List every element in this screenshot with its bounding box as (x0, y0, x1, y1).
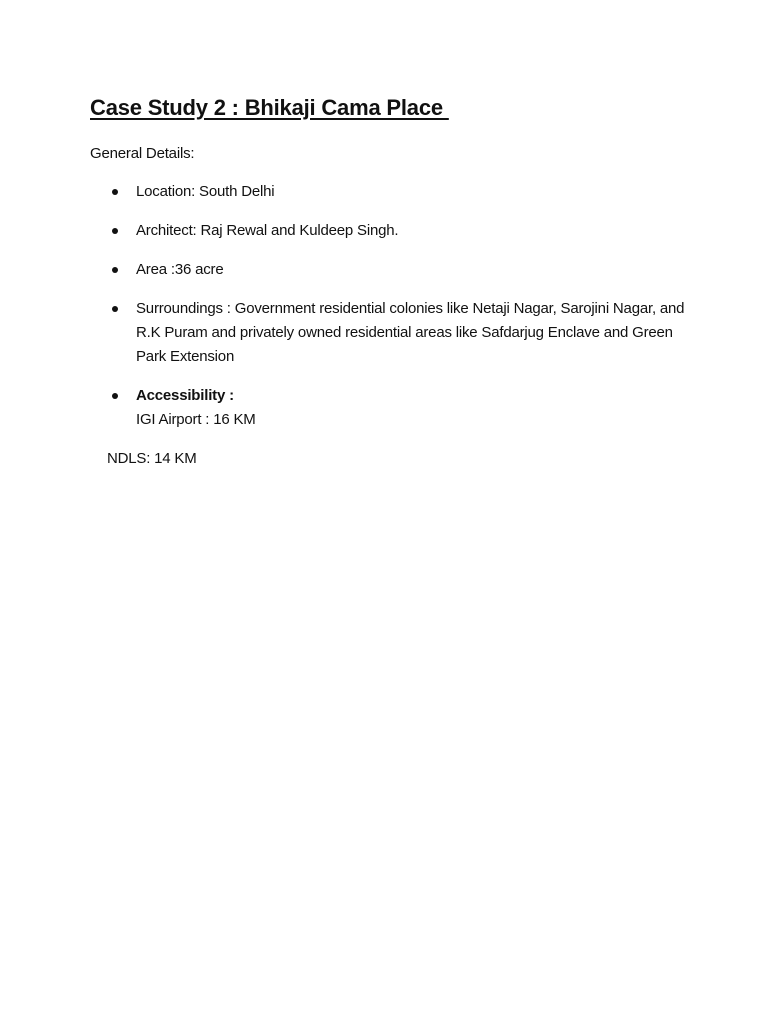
section-label: General Details: (90, 145, 195, 162)
item-value: 36 acre (174, 261, 224, 278)
item-value: IGI Airport : 16 KM (136, 411, 256, 428)
item-label: Accessibility : (136, 387, 234, 404)
item-value: Government residential colonies like Netaji Nagar, Sarojini Nagar, and R.K Puram and privately owned residential areas like Safdarjug Enclave and Green Park Extension (136, 300, 685, 365)
item-label: Architect: (136, 222, 197, 239)
bullet-icon (112, 228, 118, 234)
list-item-surroundings (90, 297, 690, 369)
list-item-area (90, 258, 690, 282)
bullet-icon (112, 189, 118, 195)
details-list (90, 180, 690, 447)
bullet-icon (112, 267, 118, 273)
bullet-icon (112, 306, 118, 312)
item-value: South Delhi (195, 183, 275, 200)
list-item-architect (90, 219, 690, 243)
item-label: Location: (136, 183, 196, 200)
item-value: Raj Rewal and Kuldeep Singh. (196, 222, 399, 239)
ndls-distance: NDLS: 14 KM (107, 450, 197, 467)
item-label: Surroundings : (136, 300, 231, 317)
page-title: Case Study 2 : Bhikaji Cama Place (90, 95, 449, 120)
list-item-location (90, 180, 690, 204)
item-label: Area : (136, 261, 175, 278)
bullet-icon (112, 393, 118, 399)
list-item-accessibility (90, 384, 690, 432)
